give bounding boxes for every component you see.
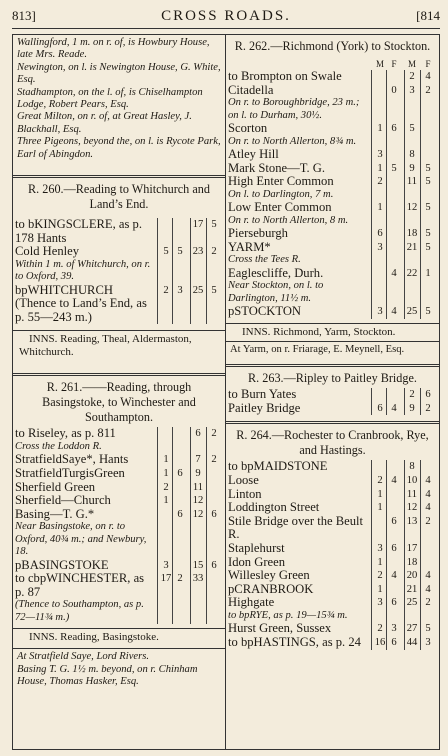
route-direction-note: Near Stockton, on l. to Darlington, 11½ m. xyxy=(228,280,324,304)
place-name: to bpMAIDSTONE xyxy=(228,459,328,474)
place-name: Citadella xyxy=(228,82,274,97)
furlongs-value: 4 xyxy=(425,474,431,486)
furlongs-value: 5 xyxy=(425,241,431,253)
route-direction-note: On r. to North Allerton, 8 m. xyxy=(228,214,349,226)
miles-value: 25 xyxy=(406,306,418,318)
page-number-left: 813] xyxy=(12,8,36,23)
route-row xyxy=(226,254,439,266)
place-name: Mark Stone—T. G. xyxy=(228,160,326,175)
place-name: Stile Bridge over the Beult R. xyxy=(228,513,364,542)
miles-value: 3 xyxy=(377,542,383,554)
place-name: High Enter Common xyxy=(228,174,334,189)
note-yarm: At Yarm, on r. Friarage, E. Meynell, Esq. xyxy=(230,343,405,355)
furlongs-value: 2 xyxy=(177,573,183,585)
place-name: Sherfield Green xyxy=(15,479,96,494)
route-row xyxy=(226,583,439,597)
furlongs-value: 4 xyxy=(391,267,397,279)
place-name: Cold Henley xyxy=(15,244,80,259)
route-direction-note: On r. to North Allerton, 8¾ m. xyxy=(228,135,357,147)
note: Stadhampton, on the l. of, is Chiselhampton Lodge, Robert Pears, Esq. xyxy=(17,86,203,111)
route-row xyxy=(13,259,225,284)
miles-value: 9 xyxy=(409,162,415,174)
route-direction-note: Cross the Loddon R. xyxy=(15,441,102,453)
route-row xyxy=(13,467,225,481)
place-name: StratfieldSaye*, Hants xyxy=(15,452,129,467)
route-row xyxy=(13,427,225,441)
furlongs-value: 6 xyxy=(211,559,217,571)
miles-value: 2 xyxy=(409,389,415,401)
miles-value: 17 xyxy=(192,219,204,231)
note: Great Milton, on r. of, at Great Hasley, J. Blackhall, Esq. xyxy=(17,111,192,135)
furlongs-value: 6 xyxy=(425,389,431,401)
place-name: Eaglescliffe, Durh. xyxy=(228,265,324,280)
route-row xyxy=(226,162,439,176)
miles-value: 2 xyxy=(163,284,169,296)
miles-value: 3 xyxy=(377,149,383,160)
miles-value: 1 xyxy=(377,162,383,174)
inns-261: INNS. Reading, Basingstoke. xyxy=(29,631,159,644)
mf-header: F xyxy=(391,59,397,69)
furlongs-value: 2 xyxy=(211,428,217,440)
place-name: to bpHASTINGS, as p. 24 xyxy=(228,634,361,649)
miles-value: 33 xyxy=(192,573,204,585)
furlongs-value: 4 xyxy=(391,570,397,582)
miles-value: 12 xyxy=(406,502,418,514)
place-name: Linton xyxy=(228,486,262,501)
route-row xyxy=(13,494,225,508)
route-row xyxy=(13,453,225,467)
route-direction-note: Near Basingstoke, on r. to Oxford, 40¾ m.; and Newbury, 18. xyxy=(15,521,147,558)
furlongs-value: 2 xyxy=(425,402,431,414)
place-name: pCRANBROOK xyxy=(228,581,314,596)
two-column-body xyxy=(12,34,440,750)
miles-value: 12 xyxy=(192,495,204,507)
miles-value: 1 xyxy=(377,556,383,568)
route-title-261: R. 261.——Reading, through Basingstoke, to Winchester and Southampton. xyxy=(42,380,196,425)
miles-value: 15 xyxy=(192,559,204,571)
place-name: Loose xyxy=(228,472,259,487)
route-row xyxy=(13,599,225,624)
miles-value: 20 xyxy=(406,570,418,582)
page-header xyxy=(12,8,440,29)
place-name: Low Enter Common xyxy=(228,200,332,215)
route-row xyxy=(226,122,439,136)
route-row xyxy=(226,596,439,610)
route-direction-note: to bpRYE, as p. 19—15¾ m. xyxy=(228,609,348,621)
route-row xyxy=(226,474,439,488)
miles-value: 1 xyxy=(377,502,383,514)
route-row xyxy=(226,241,439,255)
route-row xyxy=(226,501,439,515)
furlongs-value: 5 xyxy=(425,228,431,240)
miles-value: 1 xyxy=(377,583,383,595)
route-row xyxy=(226,280,439,305)
place-name: Scorton xyxy=(228,121,268,135)
place-name: pSTOCKTON xyxy=(228,304,302,319)
place-name: to Brompton on Swale xyxy=(228,69,342,83)
miles-value: 7 xyxy=(195,454,201,466)
miles-value: 6 xyxy=(195,428,201,440)
miles-value: 17 xyxy=(160,573,172,585)
route-row xyxy=(226,542,439,556)
furlongs-value: 6 xyxy=(391,636,397,648)
miles-value: 2 xyxy=(377,570,383,582)
route-row xyxy=(226,556,439,570)
route-direction-note: (Thence to Southampton, as p. 72—11¾ m.) xyxy=(15,599,144,623)
route-row xyxy=(226,70,439,84)
place-name: Paitley Bridge xyxy=(228,400,301,415)
furlongs-value: 4 xyxy=(391,402,397,414)
miles-value: 18 xyxy=(406,556,418,568)
furlongs-value: 1 xyxy=(425,267,431,279)
furlongs-value: 6 xyxy=(391,515,397,527)
place-name: Willesley Green xyxy=(228,568,310,583)
miles-value: 2 xyxy=(377,623,383,635)
route-260-table xyxy=(13,218,225,324)
place-name: Pierseburgh xyxy=(228,226,288,241)
miles-value: 3 xyxy=(409,84,415,96)
furlongs-value: 6 xyxy=(177,468,183,480)
bottom-notes xyxy=(13,649,225,690)
furlongs-value: 4 xyxy=(425,502,431,514)
miles-value: 25 xyxy=(192,284,204,296)
furlongs-value: 5 xyxy=(391,162,397,174)
furlongs-value: 5 xyxy=(425,162,431,174)
miles-value: 2 xyxy=(409,71,415,82)
miles-value: 21 xyxy=(406,241,418,253)
miles-value: 9 xyxy=(409,402,415,414)
route-direction-note: Within 1 m. of Whitchurch, on r. to Oxford, 39. xyxy=(15,258,151,283)
place-name: to Burn Yates xyxy=(228,387,297,402)
miles-value: 16 xyxy=(374,636,386,648)
miles-value: 22 xyxy=(406,267,418,279)
route-row xyxy=(226,515,439,542)
furlongs-value: 4 xyxy=(425,488,431,500)
route-direction-note: On r. to Boroughbridge, 23 m.; on l. to Durham, 30½. xyxy=(228,97,360,121)
note: Newington, on l. is Newington House, G. White, Esq. xyxy=(17,61,221,86)
miles-value: 11 xyxy=(406,176,418,188)
place-name: StratfieldTurgisGreen xyxy=(15,466,125,481)
note: Wallingford, 1 m. on r. of, is Howbury House, late Mrs. Reade. xyxy=(17,37,210,61)
place-name: Atley Hill xyxy=(228,147,279,161)
route-row xyxy=(226,175,439,189)
place-name: to Riseley, as p. 811 xyxy=(15,426,116,441)
route-row xyxy=(13,284,225,325)
miles-value: 8 xyxy=(409,461,415,473)
note: At Stratfield Saye, Lord Rivers. xyxy=(17,651,150,663)
top-notes xyxy=(13,35,225,163)
furlongs-value: 4 xyxy=(425,71,431,82)
page-number-right: [814 xyxy=(416,8,440,23)
route-title-263: R. 263.—Ripley to Paitley Bridge. xyxy=(248,371,417,386)
furlongs-value: 6 xyxy=(391,597,397,609)
miles-value: 3 xyxy=(377,597,383,609)
furlongs-value: 4 xyxy=(425,583,431,595)
place-name: Hurst Green, Sussex xyxy=(228,621,332,636)
miles-value: 12 xyxy=(192,508,204,520)
miles-value: 11 xyxy=(406,488,418,500)
furlongs-value: 5 xyxy=(425,306,431,318)
furlongs-value: 6 xyxy=(391,123,397,134)
miles-value: 13 xyxy=(406,515,418,527)
route-262-table xyxy=(226,59,439,319)
furlongs-value: 5 xyxy=(425,623,431,635)
miles-value: 17 xyxy=(406,542,418,554)
furlongs-value: 2 xyxy=(211,454,217,466)
route-row xyxy=(226,148,439,162)
furlongs-value: 4 xyxy=(391,474,397,486)
miles-value: 23 xyxy=(192,246,204,258)
mf-header: M xyxy=(407,59,416,69)
miles-value: 2 xyxy=(377,474,383,486)
miles-value: 3 xyxy=(377,306,383,318)
route-row xyxy=(13,508,225,522)
route-row xyxy=(226,97,439,122)
route-264-table xyxy=(226,460,439,649)
page-title: CROSS ROADS. xyxy=(161,8,291,24)
furlongs-value: 0 xyxy=(391,84,397,96)
place-name: Loddington Street xyxy=(228,500,320,515)
furlongs-value: 2 xyxy=(425,84,431,96)
place-name: pBASINGSTOKE xyxy=(15,557,109,572)
route-direction-note: On l. to Darlington, 7 m. xyxy=(228,188,334,200)
place-name: Sherfield—Church xyxy=(15,493,111,508)
route-row xyxy=(226,488,439,502)
miles-value: 10 xyxy=(406,474,418,486)
route-row xyxy=(226,460,439,474)
miles-value: 1 xyxy=(163,495,169,507)
furlongs-value: 6 xyxy=(391,542,397,554)
route-title-262: R. 262.—Richmond (York) to Stockton. xyxy=(234,39,431,53)
route-row xyxy=(13,218,225,245)
route-row xyxy=(13,572,225,599)
route-261-table xyxy=(13,427,225,624)
miles-value: 1 xyxy=(163,468,169,480)
miles-value: 3 xyxy=(163,559,169,571)
miles-value: 27 xyxy=(406,623,418,635)
furlongs-value: 3 xyxy=(391,623,397,635)
route-row xyxy=(13,481,225,495)
miles-value: 44 xyxy=(406,636,418,648)
furlongs-value: 4 xyxy=(391,306,397,318)
route-title-260: R. 260.—Reading to Whitchurch and Land’s End. xyxy=(28,182,210,212)
place-name: to bKINGSCLERE, as p. 178 Hants xyxy=(15,217,142,245)
place-name: Idon Green xyxy=(228,554,285,569)
note: Basing T. G. 1½ m. beyond, on r. Chinham House, Thomas Hasker, Esq. xyxy=(17,663,198,688)
furlongs-value: 5 xyxy=(425,176,431,188)
route-row xyxy=(226,305,439,319)
place-name: to cbpWINCHESTER, as p. 87 xyxy=(15,571,145,599)
route-row xyxy=(226,622,439,636)
route-row xyxy=(226,227,439,241)
miles-value: 1 xyxy=(377,123,383,134)
miles-value: 5 xyxy=(163,246,169,258)
place-name: Basing—T. G.* xyxy=(15,506,95,521)
miles-value: 1 xyxy=(377,202,383,214)
route-direction-note: Cross the Tees R. xyxy=(228,254,301,266)
route-row xyxy=(226,388,439,402)
furlongs-value: 4 xyxy=(425,570,431,582)
left-column xyxy=(13,35,226,749)
place-name: Staplehurst xyxy=(228,540,285,555)
route-row xyxy=(226,636,439,650)
route-row xyxy=(226,569,439,583)
mf-header: M xyxy=(375,59,384,69)
furlongs-value: 6 xyxy=(177,508,183,520)
place-name: YARM* xyxy=(228,239,271,254)
place-name: Highgate xyxy=(228,595,275,610)
inns-262: INNS. Richmond, Yarm, Stockton. xyxy=(242,325,396,338)
miles-value: 3 xyxy=(377,241,383,253)
furlongs-value: 2 xyxy=(425,597,431,609)
furlongs-value: 3 xyxy=(177,284,183,296)
route-263-table xyxy=(226,388,439,415)
miles-value: 1 xyxy=(377,488,383,500)
right-column xyxy=(226,35,439,749)
miles-value: 6 xyxy=(377,402,383,414)
route-row xyxy=(13,559,225,573)
route-row xyxy=(226,402,439,416)
miles-value: 6 xyxy=(377,228,383,240)
furlongs-value: 5 xyxy=(211,284,217,296)
route-row xyxy=(13,245,225,259)
miles-value: 5 xyxy=(409,123,415,134)
miles-value: 9 xyxy=(195,468,201,480)
furlongs-value: 5 xyxy=(425,202,431,214)
inns-260: INNS. Reading, Theal, Aldermaston, Whitchurch. xyxy=(19,333,192,359)
miles-value: 8 xyxy=(409,149,415,160)
route-title-264: R. 264.—Rochester to Cranbrook, Rye, and Hastings. xyxy=(236,428,429,458)
miles-value: 25 xyxy=(406,597,418,609)
furlongs-value: 2 xyxy=(211,246,217,258)
route-row xyxy=(226,84,439,98)
route-row xyxy=(13,521,225,558)
miles-value: 1 xyxy=(163,454,169,466)
miles-value: 2 xyxy=(163,481,169,493)
place-name: bpWHITCHURCH (Thence to Land’s End, as p. 55—243 m.) xyxy=(15,282,147,324)
miles-value: 12 xyxy=(406,202,418,214)
miles-value: 2 xyxy=(377,176,383,188)
miles-value: 11 xyxy=(192,481,204,493)
mf-header: F xyxy=(425,59,431,69)
miles-value: 18 xyxy=(406,228,418,240)
furlongs-value: 5 xyxy=(177,246,183,258)
miles-value: 21 xyxy=(406,583,418,595)
note: Three Pigeons, beyond the, on l. is Rycote Park, Earl of Abingdon. xyxy=(17,136,221,160)
furlongs-value: 3 xyxy=(425,636,431,648)
furlongs-value: 6 xyxy=(211,508,217,520)
route-row xyxy=(226,201,439,215)
furlongs-value: 5 xyxy=(211,219,217,231)
route-row xyxy=(226,267,439,281)
furlongs-value: 2 xyxy=(425,515,431,527)
